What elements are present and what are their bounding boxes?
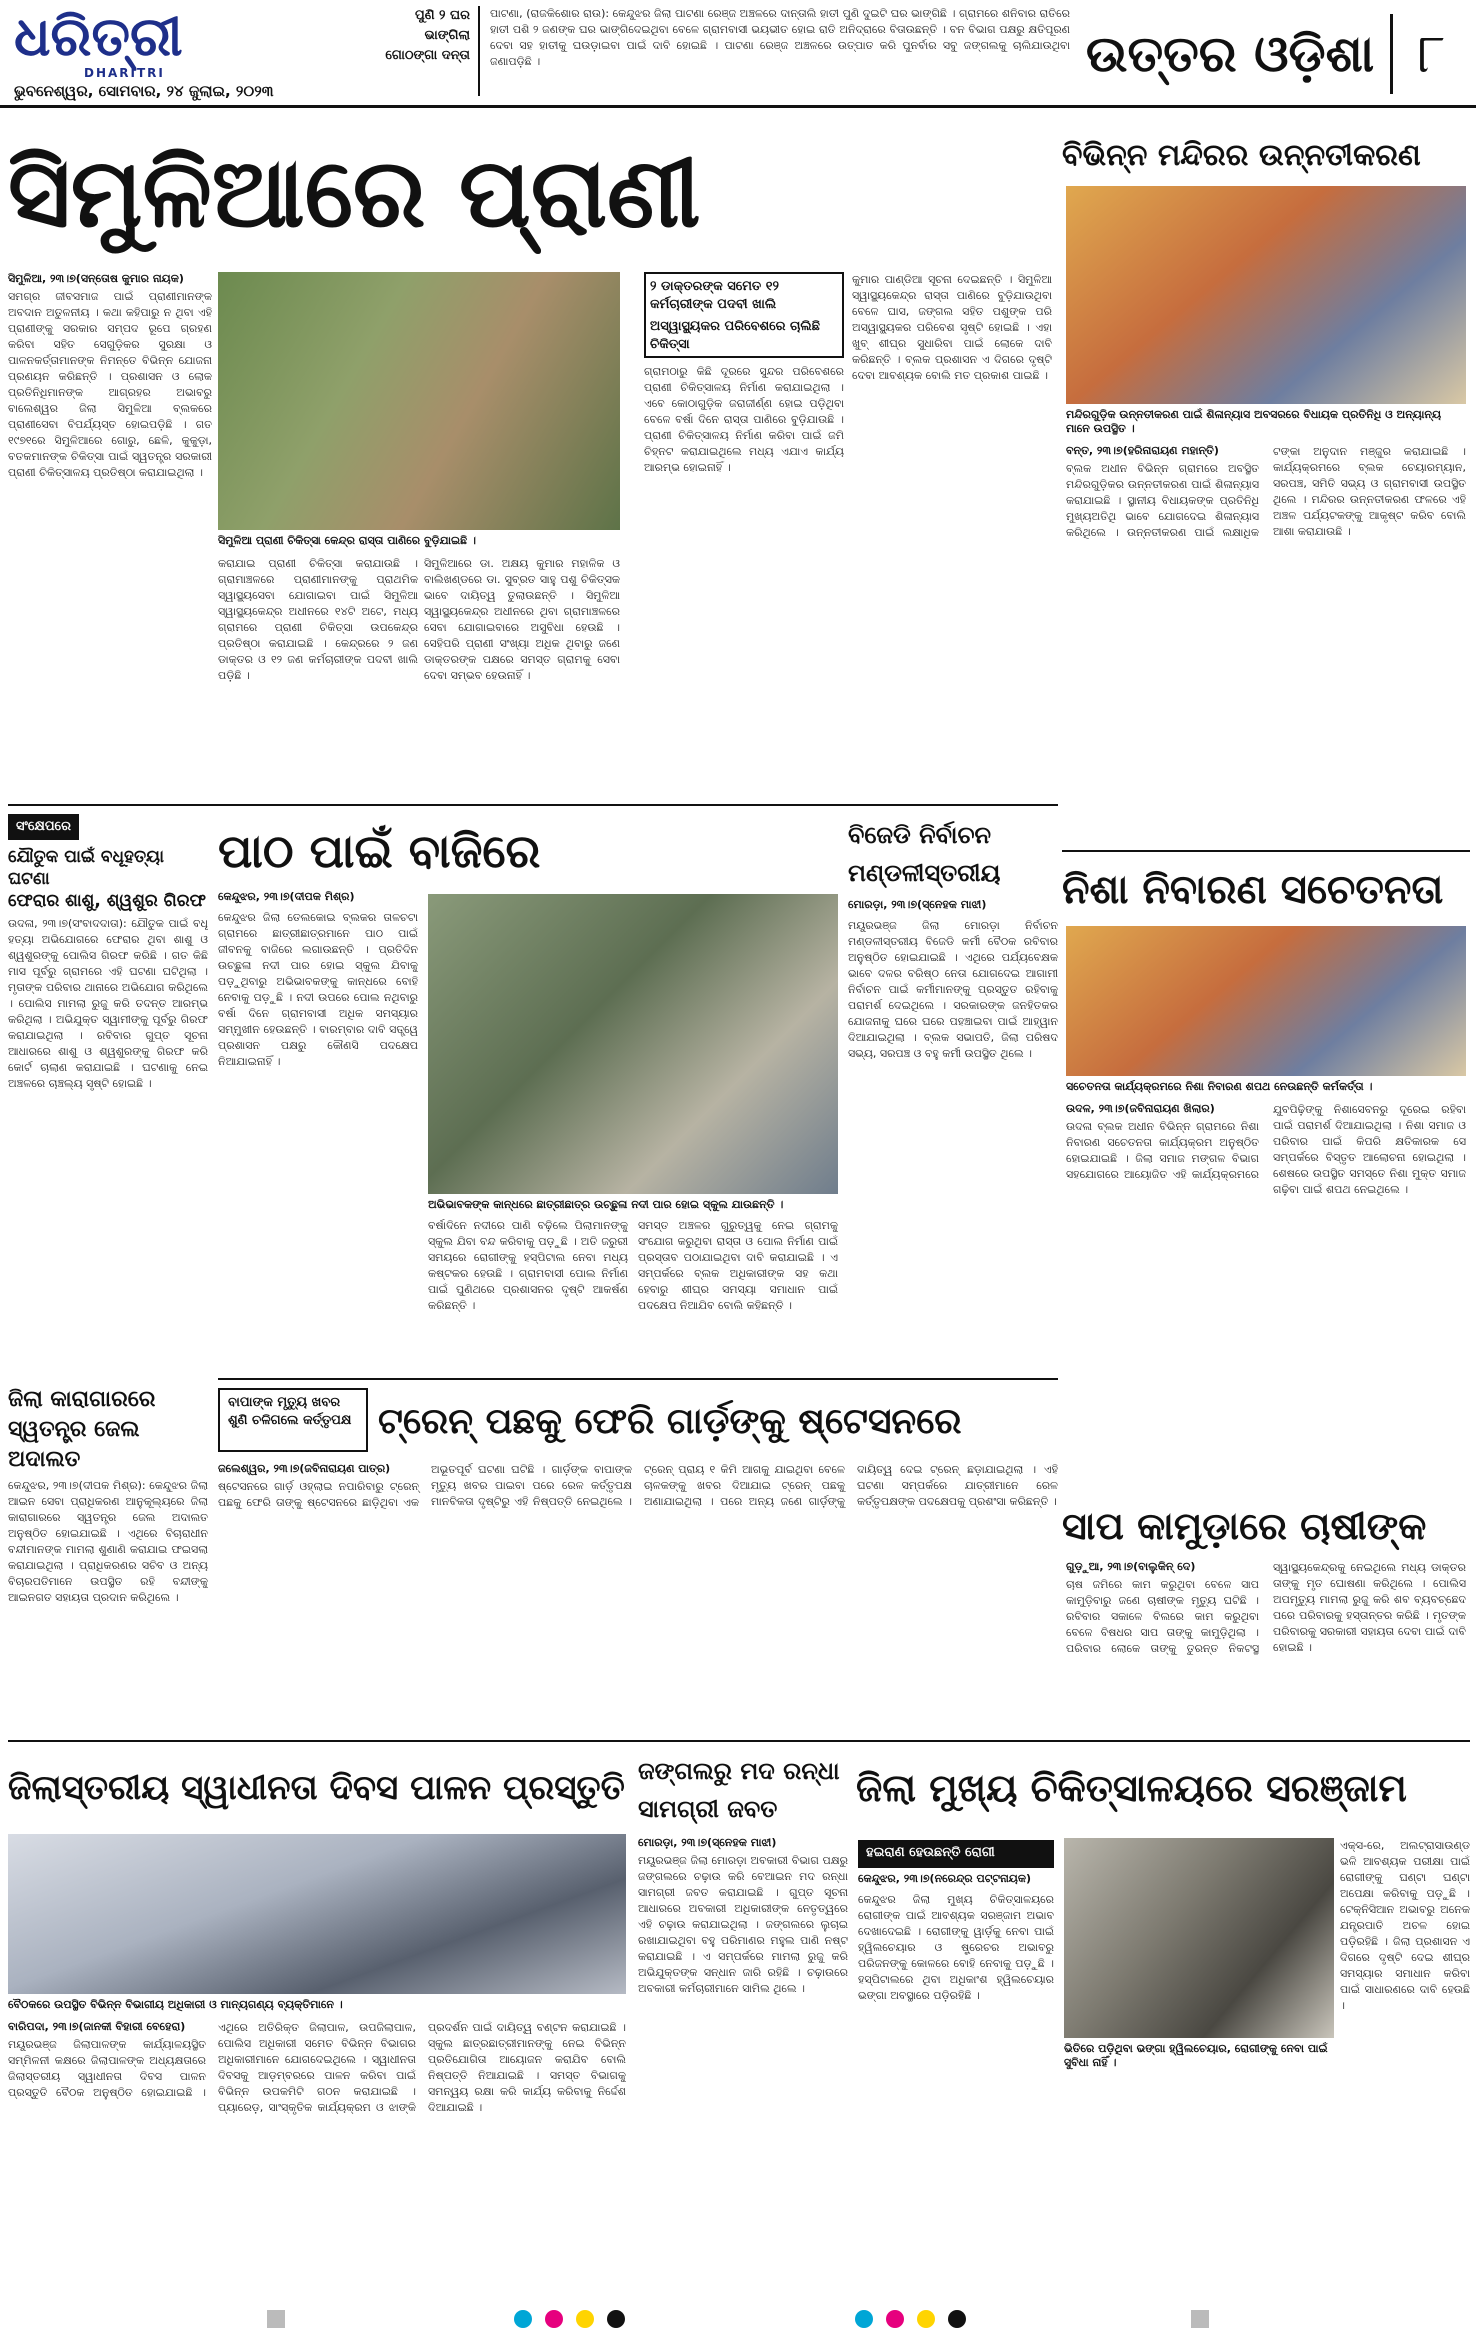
snake-byline: ଗୁଡ଼ୁଆ, ୨୩।୭(ବାଲୁକିନ୍ ଦେ) (1066, 1560, 1196, 1573)
temple-photo-caption: ମନ୍ଦିରଗୁଡ଼ିକ ଉନ୍ନତୀକରଣ ପାଇଁ ଶିଳାନ୍ୟାସ ଅବସରରେ ବିଧାୟକ ପ୍ରତିନିଧି ଓ ଅନ୍ୟାନ୍ୟ ମାନେ ଉପସ୍ଥିତ । (1066, 408, 1442, 435)
snake-body-block (1066, 1560, 1466, 1736)
hospital-headline: ଜିଲା ମୁଖ୍ୟ ଚିକିତ୍ସାଳୟରେ ସରଞ୍ଜାମ (856, 1765, 1407, 1810)
lead-column-1 (8, 272, 212, 797)
registration-dot (514, 2310, 532, 2328)
registration-dot (948, 2310, 966, 2328)
hospital-body: କେନ୍ଦୁଝର ଜିଲା ମୁଖ୍ୟ ଚିକିତ୍ସାଳୟରେ ରୋଗୀଙ୍କ ପାଇଁ ଆବଶ୍ୟକ ସରଞ୍ଜାମ ଅଭାବ ଦେଖାଦେଇଛି । ରୋଗୀଙ୍କୁ ୱାର୍ଡ଼କୁ ନେବା ପାଇଁ ହ୍ୱିଲଚେୟାର ଓ ଷ୍ଟ୍ରେଚର ଅଭାବରୁ ପରିଜନଙ୍କୁ କୋଳରେ ବୋହି ନେବାକୁ ପଡ଼ୁଛି । ହସ୍ପିଟାଲରେ ଥିବା ଅଧିକାଂଶ ହ୍ୱିଲଚେୟାର ଭଙ୍ଗା ଅବସ୍ଥାରେ ପଡ଼ିରହିଛି । (858, 1893, 1054, 2002)
bjd-body: ମୟୂରଭଞ୍ଜ ଜିଲା ମୋରଡ଼ା ନିର୍ବାଚନ ମଣ୍ଡଳୀସ୍ତରୀୟ ବିଜେଡି କର୍ମୀ ବୈଠକ ରବିବାର ଅନୁଷ୍ଠିତ ହୋଇଯାଇଛି । ଏଥିରେ ପର୍ଯ୍ୟବେକ୍ଷକ ଭାବେ ଦଳର ବରିଷ୍ଠ ନେତା ଯୋଗଦେଇ ଆଗାମୀ ନିର୍ବାଚନ ପାଇଁ କର୍ମୀମାନଙ୍କୁ ପ୍ରସ୍ତୁତ ରହିବାକୁ ପରାମର୍ଶ ଦେଇଥିଲେ । ସରକାରଙ୍କ ଜନହିତକର ଯୋଜନାକୁ ଘରେ ଘରେ ପହଞ୍ଚାଇବା ପାଇଁ ଆହ୍ୱାନ ଦିଆଯାଇଥିଲା । ବ୍ଲକ ସଭାପତି, ଜିଲା ପରିଷଦ ସଭ୍ୟ, ସରପଞ୍ଚ ଓ ବହୁ କର୍ମୀ ଉପସ୍ଥିତ ଥିଲେ । (848, 919, 1058, 1060)
hospital-photo-caption: ଭିତିରେ ପଡ଼ିଥିବା ଭଙ୍ଗା ହ୍ୱିଲଚେୟାର, ରୋଗୀଙ୍କୁ ନେବା ପାଇଁ ସୁବିଧା ନାହିଁ । (1064, 2042, 1328, 2069)
hospital-photo (1064, 1838, 1334, 2038)
train-body-block (218, 1462, 1058, 1732)
lead-body: କରାଯାଇ ପ୍ରାଣୀ ଚିକିତ୍ସା କରାଯାଉଛି । ଗ୍ରାମାଞ୍ଚଳରେ ପ୍ରାଣୀମାନଙ୍କୁ ପ୍ରାଥମିକ ସ୍ୱାସ୍ଥ୍ୟସେବା ଯୋଗାଇବା ପାଇଁ ସିମୁଳିଆ ସ୍ୱାସ୍ଥ୍ୟକେନ୍ଦ୍ର ଅଧୀନରେ ୧୪ଟି ଅଟେ, ମଧ୍ୟ ଗ୍ରାମରେ ପ୍ରାଣୀ ଚିକିତ୍ସା ଉପକେନ୍ଦ୍ର ପ୍ରତିଷ୍ଠା କରାଯାଇଛି । କେନ୍ଦ୍ରରେ ୨ ଜଣ ଡାକ୍ତର ଓ ୧୨ ଜଣ କର୍ମଚାରୀଙ୍କ ପଦବୀ ଖାଲି ପଡ଼ିଛି । (218, 557, 418, 682)
lead-body: ସିମୁଳିଆରେ ଡା. ଅକ୍ଷୟ କୁମାର ମହାଳିକ ଓ ବାଲିଖଣ୍ଡରେ ଡା. ସୁବ୍ରତ ସାହୁ ପଶୁ ଚିକିତ୍ସକ ଭାବେ ଦାୟିତ୍ୱ ତୁଲାଉଛନ୍ତି । ସିମୁଳିଆ ସ୍ୱାସ୍ଥ୍ୟକେନ୍ଦ୍ର ଅଧୀନରେ ଥିବା ଗ୍ରାମାଞ୍ଚଳରେ ସେବା ଯୋଗାଇବାରେ ଅସୁବିଧା ହେଉଛି । ସେହିପରି ପ୍ରାଣୀ ସଂଖ୍ୟା ଅଧିକ ଥିବାରୁ ଜଣେ ଡାକ୍ତରଙ୍କ ପକ୍ଷରେ ସମସ୍ତ ଗ୍ରାମକୁ ସେବା ଦେବା ସମ୍ଭବ ହେଉନାହିଁ । (424, 557, 620, 682)
independence-photo-caption: ବୈଠକରେ ଉପସ୍ଥିତ ବିଭିନ୍ନ ବିଭାଗୀୟ ଅଧିକାରୀ ଓ ମାନ୍ୟଗଣ୍ୟ ବ୍ୟକ୍ତିମାନେ । (8, 1998, 343, 2011)
temple-byline: ବନ୍ତ, ୨୩।୭(ହରିନାରାୟଣ ମହାନ୍ତି) (1066, 444, 1219, 457)
temple-body-block (1066, 444, 1466, 844)
briefs-column (8, 814, 208, 1374)
divider (218, 1378, 1058, 1380)
lead-highlights-box (644, 272, 844, 358)
intoxication-photo (1066, 926, 1466, 1076)
jail-headline: ଜିଲା କାରାଗାରରେ ସ୍ୱତନ୍ତ୍ର ଜେଲ ଅଦାଲତ (8, 1386, 156, 1472)
bjd-byline: ମୋରଡ଼ା, ୨୩।୭(ସ୍ନେହକ ମାଝୀ) (848, 898, 987, 911)
train-body: ଷ୍ଟେସନରେ ଗାର୍ଡ଼ ଓହ୍ଲାଇ ନପାରିବାରୁ ଟ୍ରେନ୍ ପଛକୁ ଫେରି ତାଙ୍କୁ ଷ୍ଟେସନରେ ଛାଡ଼ିଥିବା ଏକ ଅଭୂତପୂର୍ବ ଘଟଣା ଘଟିଛି । ଗାର୍ଡ଼ଙ୍କ ବାପାଙ୍କ ମୃତ୍ୟୁ ଖବର ପାଇବା ପରେ ରେଳ କର୍ତ୍ତୃପକ୍ଷ ମାନବିକତା ଦୃଷ୍ଟିରୁ ଏହି ନିଷ୍ପତ୍ତି ନେଇଥିଲେ । ଟ୍ରେନ୍ ପ୍ରାୟ ୧ କିମି ଆଗକୁ ଯାଇଥିବା ବେଳେ ଚାଳକଙ୍କୁ ଖବର ଦିଆଯାଇ ଟ୍ରେନ୍ ପଛକୁ ଅଣାଯାଇଥିଲା । ପରେ ଅନ୍ୟ ଜଣେ ଗାର୍ଡ଼ଙ୍କୁ ଦାୟିତ୍ୱ ଦେଇ ଟ୍ରେନ୍ ଛଡ଼ାଯାଇଥିଲା । ଏହି ଘଟଣା ସମ୍ପର୍କରେ ଯାତ୍ରୀମାନେ ରେଳ କର୍ତ୍ତୃପକ୍ଷଙ୍କ ପଦକ୍ଷେପକୁ ପ୍ରଶଂସା କରିଛନ୍ତି । (218, 1463, 1058, 1509)
registration-dot (917, 2310, 935, 2328)
top-strip-story: ପାଟଣା, (ରାଜକିଶୋର ରାଉ): କେନ୍ଦୁଝର ଜିଲା ପାଟଣା ରେଞ୍ଜ ଅଞ୍ଚଳରେ ଦାନ୍ତାଲି ହାତୀ ପୁଣି ଦୁଇଟି ଘର ଭାଙ୍ଗିଛି । ଗ୍ରାମରେ ଶନିବାର ରାତିରେ ହାତୀ ପଶି ୨ ଜଣଙ୍କ ଘର ଭାଙ୍ଗିଦେଇଥିବା ବେଳେ ଗ୍ରାମବାସୀ ଭୟଭୀତ ହୋଇ ରାତି ଅନିଦ୍ରାରେ ବିତାଉଛନ୍ତି । ବନ ବିଭାଗ ପକ୍ଷରୁ କ୍ଷତିପୂରଣ ଦେବା ସହ ହାତୀକୁ ଘଉଡ଼ାଇବା ପାଇଁ ଦାବି ହୋଇଛି । ପାଟଣା ରେଞ୍ଜ ଅଞ୍ଚଳରେ ଉତ୍ପାତ କରି ପୁନର୍ବାର ସବୁ ଜଙ୍ଗଲକୁ ଚାଲିଯାଉଥିବା ଜଣାପଡ଼ିଛି । (490, 7, 1070, 68)
students-byline: କେନ୍ଦୁଝର, ୨୩।୭(ଦୀପକ ମିଶ୍ର) (218, 890, 355, 903)
registration-dot (855, 2310, 873, 2328)
independence-photo (8, 1834, 626, 1994)
logo-subtext: DHARITRI (84, 66, 165, 80)
independence-headline: ଜିଲାସ୍ତରୀୟ ସ୍ୱାଧୀନତା ଦିବସ ପାଳନ ପ୍ରସ୍ତୁତି (8, 1768, 625, 1808)
students-body: କେନ୍ଦୁଝର ଜିଲା ତେଲକୋଇ ବ୍ଲକର ତାଳଚଟା ଗ୍ରାମରେ ଛାତ୍ରୀଛାତ୍ରମାନେ ପାଠ ପାଇଁ ଜୀବନକୁ ବାଜିରେ ଲଗାଉଛନ୍ତି । ପ୍ରତିଦିନ ଉଚ୍ଛୁଳା ନଦୀ ପାର ହୋଇ ସ୍କୁଲ ଯିବାକୁ ପଡ଼ୁଥିବାରୁ ଅଭିଭାବକଙ୍କୁ କାନ୍ଧରେ ବୋହି ନେବାକୁ ପଡ଼ୁଛି । ନଦୀ ଉପରେ ପୋଲ ନଥିବାରୁ ବର୍ଷା ଦିନେ ଗ୍ରାମବାସୀ ଅଧିକ ସମସ୍ୟାର ସମ୍ମୁଖୀନ ହେଉଛନ୍ତି । ବାରମ୍ବାର ଦାବି ସତ୍ତ୍ୱେ ପ୍ରଶାସନ ପକ୍ଷରୁ କୌଣସି ପଦକ୍ଷେପ ନିଆଯାଇନାହିଁ । (218, 911, 418, 1068)
ear-line: ପୁଣି ୨ ଘର (414, 8, 470, 23)
jail-column (8, 1384, 208, 1734)
independence-body: ମୟୂରଭଞ୍ଜ ଜିଲାପାଳଙ୍କ କାର୍ଯ୍ୟାଳୟସ୍ଥିତ ସମ୍ମିଳନୀ କକ୍ଷରେ ଜିଲାପାଳଙ୍କ ଅଧ୍ୟକ୍ଷତାରେ ଜିଲାସ୍ତରୀୟ ସ୍ୱାଧୀନତା ଦିବସ ପାଳନ ପ୍ରସ୍ତୁତି ବୈଠକ ଅନୁଷ୍ଠିତ ହୋଇଯାଇଛି । ଏଥିରେ ଅତିରିକ୍ତ ଜିଲାପାଳ, ଉପଜିଲାପାଳ, ପୋଲିସ ଅଧିକାରୀ ସମେତ ବିଭିନ୍ନ ବିଭାଗର ଅଧିକାରୀମାନେ ଯୋଗଦେଇଥିଲେ । ସ୍ୱାଧୀନତା ଦିବସକୁ ଆଡ଼ମ୍ବରରେ ପାଳନ କରିବା ପାଇଁ ବିଭିନ୍ନ ଉପକମିଟି ଗଠନ କରାଯାଇଛି । ପ୍ୟାରେଡ଼, ସାଂସ୍କୃତିକ କାର୍ଯ୍ୟକ୍ରମ ଓ ଝାଙ୍କି ପ୍ରଦର୍ଶନ ପାଇଁ ଦାୟିତ୍ୱ ବଣ୍ଟନ କରାଯାଇଛି । ସ୍କୁଲ ଛାତ୍ରଛାତ୍ରୀମାନଙ୍କୁ ନେଇ ବିଭିନ୍ନ ପ୍ରତିଯୋଗିତା ଆୟୋଜନ କରାଯିବ ବୋଲି ନିଷ୍ପତ୍ତି ନିଆଯାଇଛି । ସମସ୍ତ ବିଭାଗକୁ ସମନ୍ୱୟ ରକ୍ଷା କରି କାର୍ଯ୍ୟ କରିବାକୁ ନିର୍ଦ୍ଦେଶ ଦିଆଯାଇଛି । (8, 2021, 626, 2114)
registration-dot (545, 2310, 563, 2328)
lead-headline: ସିମୁଳିଆରେ ପ୍ରାଣୀ (8, 136, 701, 249)
divider (1062, 850, 1470, 852)
intoxication-body: ଉଦଳା ବ୍ଲକ ଅଧୀନ ବିଭିନ୍ନ ଗ୍ରାମରେ ନିଶା ନିବାରଣ ସଚେତନତା କାର୍ଯ୍ୟକ୍ରମ ଅନୁଷ୍ଠିତ ହୋଇଯାଇଛି । ଜିଲା ସମାଜ ମଙ୍ଗଳ ବିଭାଗ ସହଯୋଗରେ ଆୟୋଜିତ ଏହି କାର୍ଯ୍ୟକ୍ରମରେ ଯୁବପିଢ଼ିଙ୍କୁ ନିଶାସେବନରୁ ଦୂରେଇ ରହିବା ପାଇଁ ପରାମର୍ଶ ଦିଆଯାଇଥିଲା । ନିଶା ସମାଜ ଓ ପରିବାର ପାଇଁ କିପରି କ୍ଷତିକାରକ ସେ ସମ୍ପର୍କରେ ବିସ୍ତୃତ ଆଲୋଚନା ହୋଇଥିଲା । ଶେଷରେ ଉପସ୍ଥିତ ସମସ୍ତେ ନିଶା ମୁକ୍ତ ସମାଜ ଗଢ଼ିବା ପାଇଁ ଶପଥ ନେଇଥିଲେ । (1066, 1103, 1466, 1196)
dateline: ଭୁବନେଶ୍ୱର, ସୋମବାର, ୨୪ ଜୁଲାଇ, ୨୦୨୩ (14, 82, 274, 100)
students-headline: ପାଠ ପାଇଁ ବାଜିରେ (218, 824, 541, 878)
lead-body: ଗ୍ରାମଠାରୁ କିଛି ଦୂରରେ ସୁନ୍ଦର ପରିବେଶରେ ପ୍ରାଣୀ ଚିକିତ୍ସାଳୟ ନିର୍ମାଣ କରାଯାଇଥିଲା । ଏବେ କୋଠାଗୁଡ଼ିକ ଜରାଜୀର୍ଣ୍ଣ ହୋଇ ପଡ଼ିଥିବା ବେଳେ ବର୍ଷା ଦିନେ ରାସ୍ତା ପାଣିରେ ବୁଡ଼ିଯାଉଛି । ପ୍ରାଣୀ ଚିକିତ୍ସାଳୟ ନିର୍ମାଣ କରିବା ପାଇଁ ଜମି ଚିହ୍ନଟ କରାଯାଇଥିଲେ ମଧ୍ୟ ଏଯାଏ କାର୍ଯ୍ୟ ଆରମ୍ଭ ହୋଇନାହିଁ । (644, 365, 844, 474)
registration-dot (886, 2310, 904, 2328)
temple-photo (1066, 186, 1466, 404)
snake-headline: ସାପ କାମୁଡ଼ାରେ ଚାଷୀଙ୍କ (1062, 1503, 1427, 1548)
masthead (0, 0, 1476, 108)
students-body: ସମସ୍ତ ଅଞ୍ଚଳର ଗୁରୁତ୍ୱକୁ ନେଇ ଗ୍ରାମକୁ ସଂଯୋଗ କରୁଥିବା ରାସ୍ତା ଓ ପୋଲ ନିର୍ମାଣ ପାଇଁ ପ୍ରସ୍ତାବ ପଠାଯାଇଥିବା ଦାବି କରାଯାଇଛି । ଏ ସମ୍ପର୍କରେ ବ୍ଲକ ଅଧିକାରୀଙ୍କ ସହ କଥା ହେବାରୁ ଶୀଘ୍ର ସମସ୍ୟା ସମାଧାନ ପାଇଁ ପଦକ୍ଷେପ ନିଆଯିବ ବୋଲି କହିଛନ୍ତି । (638, 1219, 838, 1312)
bjd-headline: ବିଜେଡି ନିର୍ବାଚନ ମଣ୍ଡଳୀସ୍ତରୀୟ (848, 820, 1001, 887)
ear-line: ଗୋଠଙ୍ଗା ଦନ୍ତା (385, 48, 470, 63)
registration-dot (576, 2310, 594, 2328)
divider (8, 804, 1058, 806)
liquor-body: ମୟୂରଭଞ୍ଜ ଜିଲା ମୋରଡ଼ା ଅବକାରୀ ବିଭାଗ ପକ୍ଷରୁ ଜଙ୍ଗଲରେ ଚଢ଼ାଉ କରି ବେଆଇନ ମଦ ରନ୍ଧା ସାମଗ୍ରୀ ଜବତ କରାଯାଇଛି । ଗୁପ୍ତ ସୂଚନା ଆଧାରରେ ଅବକାରୀ ଅଧିକାରୀଙ୍କ ନେତୃତ୍ୱରେ ଏହି ଚଢ଼ାଉ କରାଯାଇଥିଲା । ଜଙ୍ଗଲରେ ଲୁଚାଇ ରଖାଯାଇଥିବା ବହୁ ପରିମାଣର ମହୁଲ ପାଣି ନଷ୍ଟ କରାଯାଇଛି । ଏ ସମ୍ପର୍କରେ ମାମଲା ରୁଜୁ କରି ଅଭିଯୁକ୍ତଙ୍କ ସନ୍ଧାନ ଜାରି ରହିଛି । ଚଢ଼ାଉରେ ଅବକାରୀ କର୍ମଚାରୀମାନେ ସାମିଲ ଥିଲେ । (638, 1854, 848, 1995)
liquor-column (638, 1836, 848, 2302)
temple-headline: ବିଭିନ୍ନ ମନ୍ଦିରର ଉନ୍ନତୀକରଣ (1062, 138, 1421, 173)
ear-panel (350, 6, 480, 96)
hospital-body: ଏକ୍ସ-ରେ, ଅଲଟ୍ରାସାଉଣ୍ଡ ଭଳି ଆବଶ୍ୟକ ପରୀକ୍ଷା ପାଇଁ ରୋଗୀଙ୍କୁ ଘଣ୍ଟା ଘଣ୍ଟା ଅପେକ୍ଷା କରିବାକୁ ପଡ଼ୁଛି । ଟେକ୍ନିସିଆନ ଅଭାବରୁ ଅନେକ ଯନ୍ତ୍ରପାତି ଅଚଳ ହୋଇ ପଡ଼ିରହିଛି । ଜିଲା ପ୍ରଶାସନ ଏ ଦିଗରେ ଦୃଷ୍ଟି ଦେଇ ଶୀଘ୍ର ସମସ୍ୟାର ସମାଧାନ କରିବା ପାଇଁ ସାଧାରଣରେ ଦାବି ହେଉଛି । (1340, 1839, 1470, 2012)
grey-bar (267, 2310, 285, 2328)
temple-body: ବ୍ଲକ ଅଧୀନ ବିଭିନ୍ନ ଗ୍ରାମରେ ଅବସ୍ଥିତ ମନ୍ଦିରଗୁଡ଼ିକର ଉନ୍ନତୀକରଣ ପାଇଁ ଶିଳାନ୍ୟାସ କରାଯାଇଛି । ସ୍ଥାନୀୟ ବିଧାୟକଙ୍କ ପ୍ରତିନିଧି ମୁଖ୍ୟଅତିଥି ଭାବେ ଯୋଗଦେଇ ଶିଳାନ୍ୟାସ କରିଥିଲେ । ଉନ୍ନତୀକରଣ ପାଇଁ ଲକ୍ଷାଧିକ ଟଙ୍କା ଅନୁଦାନ ମଞ୍ଜୁର କରାଯାଇଛି । କାର୍ଯ୍ୟକ୍ରମରେ ବ୍ଲକ ଚେୟାରମ୍ୟାନ, ସରପଞ୍ଚ, ସମିତି ସଭ୍ୟ ଓ ଗ୍ରାମବାସୀ ଉପସ୍ଥିତ ଥିଲେ । ମନ୍ଦିରର ଉନ୍ନତୀକରଣ ଫଳରେ ଏହି ଅଞ୍ଚଳ ପର୍ଯ୍ୟଟକଙ୍କୁ ଆକୃଷ୍ଟ କରିବ ବୋଲି ଆଶା କରାଯାଉଛି । (1066, 445, 1466, 539)
page-number: ୮ (1390, 14, 1470, 94)
briefs-label: ସଂକ୍ଷେପରେ (8, 814, 79, 840)
students-photo (428, 894, 838, 1194)
jail-body: କେନ୍ଦୁଝର, ୨୩।୭(ଦୀପକ ମିଶ୍ର): କେନ୍ଦୁଝର ଜିଲା ଆଇନ ସେବା ପ୍ରାଧିକରଣ ଆନୁକୂଲ୍ୟରେ ଜିଲା କାରାଗାରରେ ସ୍ୱତନ୍ତ୍ର ଜେଲ ଅଦାଲତ ଅନୁଷ୍ଠିତ ହୋଇଯାଇଛି । ଏଥିରେ ବିଚାରାଧୀନ ବନ୍ଦୀମାନଙ୍କ ମାମଲା ଶୁଣାଣି କରାଯାଇ ଫଇସଲା କରାଯାଇଥିଲା । ପ୍ରାଧିକରଣର ସଚିବ ଓ ଅନ୍ୟ ବିଚାରପତିମାନେ ଉପସ୍ଥିତ ରହି ବନ୍ଦୀଙ୍କୁ ଆଇନଗତ ସହାୟତା ପ୍ରଦାନ କରିଥିଲେ । (8, 1479, 208, 1604)
intoxication-byline: ଉଦଳ, ୨୩।୭(ଜବିନାରାୟଣ ଖିଲାର) (1066, 1102, 1215, 1115)
train-tag: ବାପାଙ୍କ ମୃତ୍ୟୁ ଖବର ଶୁଣି ଚଳିଗଲେ କର୍ତ୍ତୃପକ୍ଷ (218, 1388, 368, 1452)
lead-photo (218, 272, 620, 530)
intoxication-photo-caption: ସଚେତନତା କାର୍ଯ୍ୟକ୍ରମରେ ନିଶା ନିବାରଣ ଶପଥ ନେଉଛନ୍ତି କର୍ମକର୍ତ୍ତା । (1066, 1080, 1373, 1093)
hospital-sub-label: ହଇରାଣ ହେଉଛନ୍ତି ରୋଗୀ (858, 1840, 1054, 1868)
logo-text: ଧରିତ୍ରୀ (14, 6, 183, 68)
train-headline: ଟ୍ରେନ୍ ପଛକୁ ଫେରି ଗାର୍ଡ଼ଙ୍କୁ ଷ୍ଟେସନରେ (378, 1400, 962, 1442)
students-body: ବର୍ଷାଦିନେ ନଦୀରେ ପାଣି ବଢ଼ିଲେ ପିଲାମାନଙ୍କୁ ସ୍କୁଲ ଯିବା ବନ୍ଦ କରିବାକୁ ପଡ଼ୁଛି । ଅତି ଜରୁରୀ ସମୟରେ ରୋଗୀଙ୍କୁ ହସ୍ପିଟାଲ ନେବା ମଧ୍ୟ କଷ୍ଟକର ହେଉଛି । ଗ୍ରାମବାସୀ ପୋଲ ନିର୍ମାଣ ପାଇଁ ପୁଣିଥରେ ପ୍ରଶାସନର ଦୃଷ୍ଟି ଆକର୍ଷଣ କରିଛନ୍ତି । (428, 1219, 628, 1312)
liquor-headline: ଜଙ୍ଗଲରୁ ମଦ ରନ୍ଧା ସାମଗ୍ରୀ ଜବତ (638, 1756, 840, 1823)
independence-byline: ବାରିପଦା, ୨୩।୭(ଜାନକୀ ବିହାରୀ ବେହେରା) (8, 2020, 186, 2033)
independence-body-block (8, 2020, 626, 2302)
print-registration-strip (0, 2310, 1476, 2334)
lead-photo-caption: ସିମୁଳିଆ ପ୍ରାଣୀ ଚିକିତ୍ସା କେନ୍ଦ୍ର ରାସ୍ତା ପାଣିରେ ବୁଡ଼ିଯାଇଛି । (218, 534, 476, 547)
snake-body: ଚାଷ ଜମିରେ କାମ କରୁଥିବା ବେଳେ ସାପ କାମୁଡ଼ିବାରୁ ଜଣେ ଚାଷୀଙ୍କ ମୃତ୍ୟୁ ଘଟିଛି । ରବିବାର ସକାଳେ ବିଲରେ କାମ କରୁଥିବା ବେଳେ ବିଷଧର ସାପ ତାଙ୍କୁ କାମୁଡ଼ିଥିଲା । ପରିବାର ଲୋକେ ତାଙ୍କୁ ତୁରନ୍ତ ନିକଟସ୍ଥ ସ୍ୱାସ୍ଥ୍ୟକେନ୍ଦ୍ରକୁ ନେଇଥିଲେ ମଧ୍ୟ ଡାକ୍ତର ତାଙ୍କୁ ମୃତ ଘୋଷଣା କରିଥିଲେ । ପୋଲିସ ଅପମୃତ୍ୟୁ ମାମଲା ରୁଜୁ କରି ଶବ ବ୍ୟବଚ୍ଛେଦ ପରେ ପରିବାରକୁ ହସ୍ତାନ୍ତର କରିଛି । ମୃତଙ୍କ ପରିବାରକୁ ସରକାରୀ ସହାୟତା ଦେବା ପାଇଁ ଦାବି ହୋଇଛି । (1066, 1561, 1466, 1655)
brief-headline: ଯୌତୁକ ପାଇଁ ବଧୂହତ୍ୟା ଘଟଣା (8, 847, 164, 889)
lead-body: କୁମାର ପାଣ୍ଡିଆ ସୂଚନା ଦେଇଛନ୍ତି । ସିମୁଳିଆ ସ୍ୱାସ୍ଥ୍ୟକେନ୍ଦ୍ର ରାସ୍ତା ପାଣିରେ ବୁଡ଼ିଯାଉଥିବା ବେଳେ ଘାସ, ଜଙ୍ଗଲ ସହିତ ପଶୁଙ୍କ ପରି ଅସ୍ୱାସ୍ଥ୍ୟକର ପରିବେଶ ସୃଷ୍ଟି ହୋଇଛି । ଏହା ଖୁବ୍ ଶୀଘ୍ର ସୁଧାରିବା ପାଇଁ ଲୋକେ ଦାବି କରିଛନ୍ତି । ବ୍ଲକ ପ୍ରଶାସନ ଏ ଦିଗରେ ଦୃଷ୍ଟି ଦେବା ଆବଶ୍ୟକ ବୋଲି ମତ ପ୍ରକାଶ ପାଇଛି । (852, 273, 1052, 382)
train-byline: ଜଲେଶ୍ୱର, ୨୩।୭(ଜବିନାରାୟଣ ପାତ୍ର) (218, 1462, 391, 1475)
hospital-byline: କେନ୍ଦୁଝର, ୨୩।୭(ନରେନ୍ଦ୍ର ପଟ୍ଟନାୟକ) (858, 1872, 1032, 1885)
section-title: ଉତ୍ତର ଓଡ଼ିଶା (1085, 24, 1375, 83)
ear-line: ଭାଙ୍ଗିଲା (424, 28, 470, 43)
newspaper-logo (14, 6, 354, 102)
highlight-item: ୨ ଡାକ୍ତରଙ୍କ ସମେତ ୧୨ କର୍ମଚାରୀଙ୍କ ପଦବୀ ଖାଲି (650, 279, 779, 312)
intoxication-headline: ନିଶା ନିବାରଣ ସଚେତନତା (1062, 866, 1444, 913)
brief-headline: ଫେରାର ଶାଶୁ, ଶ୍ୱଶୁର ଗିରଫ (8, 891, 206, 911)
students-photo-caption: ଅଭିଭାବକଙ୍କ କାନ୍ଧରେ ଛାତ୍ରୀଛାତ୍ର ଉଚ୍ଛୁଳା ନଦୀ ପାର ହୋଇ ସ୍କୁଲ ଯାଉଛନ୍ତି । (428, 1198, 784, 1211)
highlight-item: ଅସ୍ୱାସ୍ଥ୍ୟକର ପରିବେଶରେ ଚାଲିଛି ଚିକିତ୍ସା (650, 319, 820, 352)
brief-body: ଉଦଳା, ୨୩।୭(ସଂବାଦଦାତା): ଯୌତୁକ ପାଇଁ ବଧୂ ହତ୍ୟା ଅଭିଯୋଗରେ ଫେରାର ଥିବା ଶାଶୁ ଓ ଶ୍ୱଶୁରଙ୍କୁ ପୋଲିସ ଗିରଫ କରିଛି । ଗତ କିଛି ମାସ ପୂର୍ବରୁ ଗ୍ରାମରେ ଏହି ଘଟଣା ଘଟିଥିଲା । ମୃତାଙ୍କ ପରିବାର ଥାନାରେ ଅଭିଯୋଗ କରିଥିଲେ । ପୋଲିସ ମାମଲା ରୁଜୁ କରି ତଦନ୍ତ ଆରମ୍ଭ କରିଥିଲା । ଅଭିଯୁକ୍ତ ସ୍ୱାମୀଙ୍କୁ ପୂର୍ବରୁ ଗିରଫ କରାଯାଇଥିଲା । ରବିବାର ଗୁପ୍ତ ସୂଚନା ଆଧାରରେ ଶାଶୁ ଓ ଶ୍ୱଶୁରଙ୍କୁ ଗିରଫ କରି କୋର୍ଟ ଚାଲାଣ କରାଯାଇଛି । ଘଟଣାକୁ ନେଇ ଅଞ୍ଚଳରେ ଚାଞ୍ଚଲ୍ୟ ସୃଷ୍ଟି ହୋଇଛି । (8, 917, 208, 1090)
intoxication-body-block (1066, 1102, 1466, 1490)
registration-dot (607, 2310, 625, 2328)
lead-body: ସମଗ୍ର ଜୀବସମାଜ ପାଇଁ ପ୍ରାଣୀମାନଙ୍କ ଅବଦାନ ଅତୁଳନୀୟ । କଥା କହିପାରୁ ନ ଥିବା ଏହି ପ୍ରାଣୀଙ୍କୁ ସରକାର ସମ୍ପଦ ରୂପେ ଗ୍ରହଣ କରିବା ସହିତ ସେଗୁଡ଼ିକର ସୁରକ୍ଷା ଓ ପାଳନକର୍ତ୍ତାମାନଙ୍କ ନିମନ୍ତେ ବିଭିନ୍ନ ଯୋଜନା ପ୍ରଣୟନ କରିଛନ୍ତି । ପ୍ରଶାସନ ଓ ଲୋକ ପ୍ରତିନିଧିମାନଙ୍କ ଆଗ୍ରହର ଅଭାବରୁ ବାଲେଶ୍ୱର ଜିଲା ସିମୁଳିଆ ବ୍ଲକରେ ପ୍ରାଣୀସେବା ବିପର୍ଯ୍ୟସ୍ତ ହୋଇପଡ଼ିଛି । ଗତ ୧୯୭୧ରେ ସିମୁଳିଆରେ ଗୋରୁ, ଛେଳି, କୁକୁଡ଼ା, ବତକମାନଙ୍କ ଚିକିତ୍ସା ପାଇଁ ସ୍ୱତନ୍ତ୍ର ସରକାରୀ ପ୍ରାଣୀ ଚିକିତ୍ସାଳୟ ପ୍ରତିଷ୍ଠା କରାଯାଇଥିଲା । (8, 290, 212, 479)
liquor-byline: ମୋରଡ଼ା, ୨୩।୭(ସ୍ନେହକ ମାଝୀ) (638, 1836, 777, 1849)
divider (8, 1740, 1470, 1742)
lead-byline: ସିମୁଳିଆ, ୨୩।୭(ସନ୍ତୋଷ କୁମାର ନାୟକ) (8, 272, 184, 285)
grey-bar (1191, 2310, 1209, 2328)
